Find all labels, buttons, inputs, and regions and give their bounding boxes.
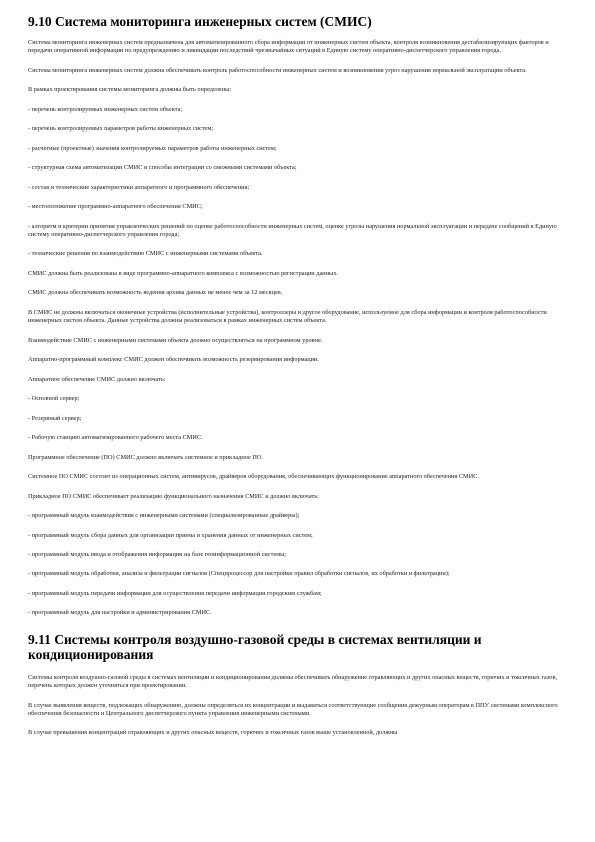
paragraph: - перечень контролируемых инженерных систем объекта; xyxy=(28,105,183,113)
paragraph: - программный модуль ввода и отображения информации на базе геоинформационной системы; xyxy=(28,551,287,558)
paragraph: Системы контроля воздушно-газовой среды в системах вентиляции и кондиционирования должны обеспечивать обнаружение отравляющих и других опасных веществ, горючих и токсичных газов, перечень которых должен уточняться при проектировании. xyxy=(28,673,558,690)
section-heading-9-10: 9.10 Система мониторинга инженерных систем (СМИС) xyxy=(28,14,372,29)
paragraph: В СМИС не должны включаться оконечные устройства (исполнительные устройства), контроллеры и другое оборудование, используемое для сбора информации и контроля работоспособности инженерных систем объекта. Данные устройства должны реализоваться в рамках инженерных систем объекта. xyxy=(28,308,547,325)
paragraph: В случае превышения концентраций отравляющих и других опасных веществ, горючих и токсичных газов выше установленной, должны xyxy=(28,729,398,737)
paragraph: В рамках проектирования системы мониторинга должны быть определены: xyxy=(28,86,232,94)
paragraph: - программный модуль обработки, анализа и фильтрации сигналов (Спецпроцессор для настройки правил обработки сигналов, их обработки и фильтрации); xyxy=(28,570,450,578)
paragraph: Взаимодействие СМИС с инженерными системами объекта должно осуществляться на программном уровне. xyxy=(28,336,323,344)
paragraph: - перечень контролируемых параметров работы инженерных систем; xyxy=(28,125,214,133)
paragraph: Система мониторинга инженерных систем должна обеспечивать контроль работоспособности инженерных систем и возникновения угроз нарушения нормальной эксплуатации объекта. xyxy=(28,66,527,74)
paragraph: - расчетные (проектные) значения контролируемых параметров работы инженерных систем; xyxy=(28,144,277,152)
paragraph: - программный модуль взаимодействия с инженерными системами (специализированные драйверы); xyxy=(28,512,300,520)
paragraph: Аппаратное обеспечение СМИС должно включать: xyxy=(28,375,166,383)
paragraph: - Резервный сервер; xyxy=(28,414,82,422)
paragraph: - местоположение программно-аппаратного обеспечения СМИС; xyxy=(28,203,203,211)
paragraph: Прикладное ПО СМИС обеспечивает реализацию функционального назначения СМИС и должно включать: xyxy=(28,492,319,500)
section-body-9-11 xyxy=(28,674,567,738)
paragraph: - алгоритм и критерии принятия управленческих решений по оценке работоспособности инженерных систем, оценке угрозы нарушения нормальной эксплуатации и передаче сообщений в Единую систему оперативно-диспетчерского управления города; xyxy=(28,222,557,238)
paragraph: Программное обеспечение (ПО) СМИС должно включать системное и прикладное ПО. xyxy=(28,453,263,461)
paragraph: Система мониторинга инженерных систем предназначена для автоматизированного сбора информации от инженерных систем объекта, контроля возникновения дестабилизирующих факторов и передачи оперативной информации по предупреждению и ликвидации последствий чрезвычайных ситуаций в Единую систему оперативно-диспетчерского управления города. xyxy=(28,39,549,55)
paragraph: - программный модуль для настройки и администрирования СМИС. xyxy=(28,609,212,617)
paragraph: - технические решения по взаимодействию СМИС с инженерными системами объекта. xyxy=(28,250,263,258)
section-heading-9-11: 9.11 Системы контроля воздушно-газовой среды в системах вентиляции и кондиционирования xyxy=(28,631,482,662)
paragraph: - программный модуль сбора данных для организации приема и хранения данных от инженерных систем; xyxy=(28,531,313,539)
paragraph: - состав и технические характеристики аппаратного и программного обеспечения; xyxy=(28,183,250,191)
paragraph: Аппаратно-программный комплекс СМИС должен обеспечивать возможность резервирования информации. xyxy=(28,356,319,364)
paragraph: Системное ПО СМИС состоит из операционных систем, антивирусов, драйверов оборудования, обеспечивающих функционирование аппаратного обеспечения СМИС. xyxy=(28,473,479,481)
paragraph: СМИС должна обеспечивать возможность ведения архива данных не менее чем за 12 месяцев. xyxy=(28,289,283,297)
paragraph: - Рабочую станцию автоматизированного рабочего места СМИС. xyxy=(28,434,203,442)
paragraph: - программный модуль передачи информации для осуществления передачи информации городским службам; xyxy=(28,589,322,597)
paragraph: СМИС должна быть реализована в виде программно-аппаратного комплекса с возможностью регистрации данных. xyxy=(28,269,338,277)
paragraph: - Основной сервер; xyxy=(28,395,80,403)
paragraph: В случае выявления веществ, подлежащих обнаружению, должны определяться их концентрации и выдаваться соответствующие сообщения дежурным операторам в ППУ системами комплексного обеспечения безопасности и Центрального диспетчерского пункта управления инженерными системами. xyxy=(28,701,558,717)
section-body-9-10 xyxy=(28,39,567,618)
paragraph: - структурная схема автоматизации СМИС и способы интеграции со смежными системами объекта; xyxy=(28,164,297,172)
